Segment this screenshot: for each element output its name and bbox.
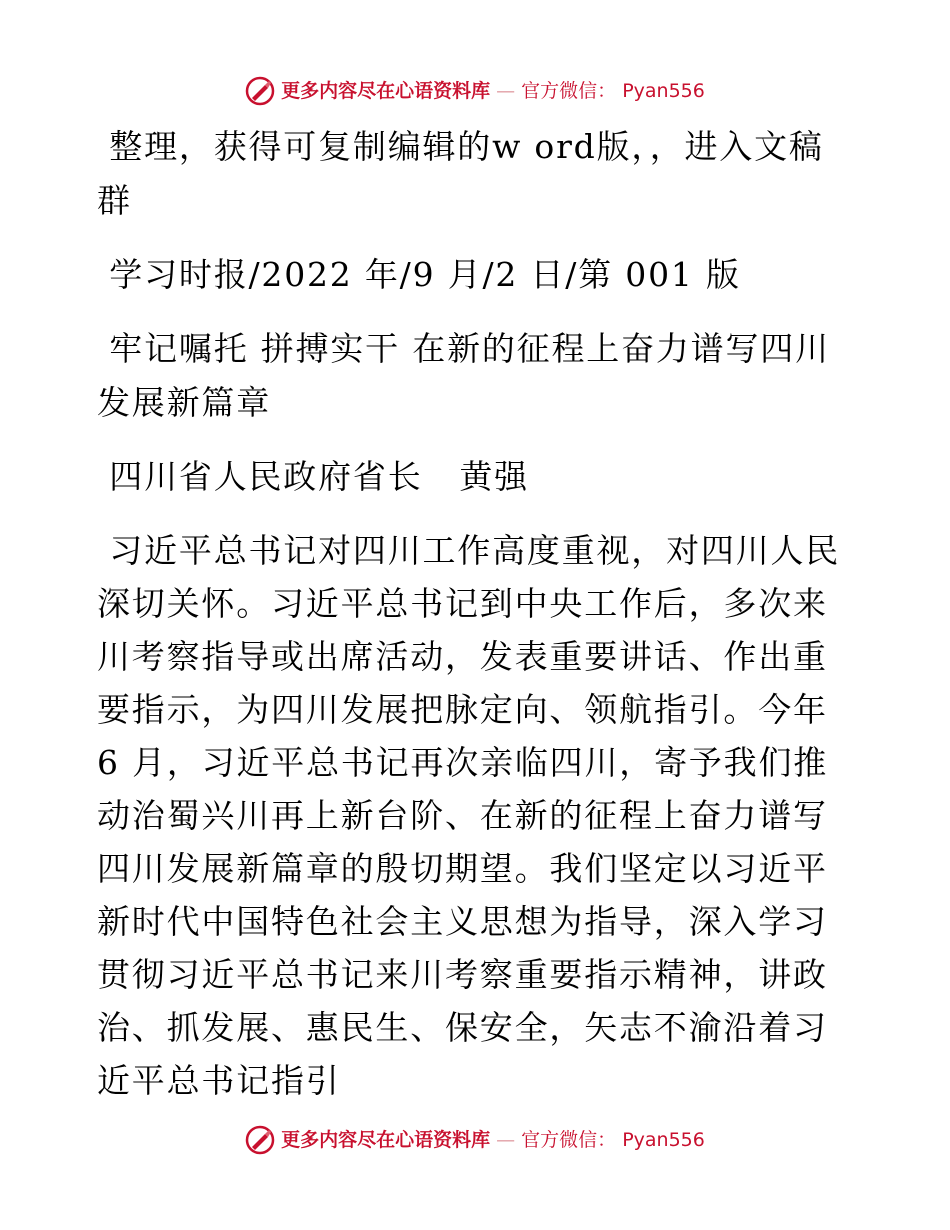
publication-line: 学习时报/2022 年/9 月/2 日/第 001 版 [97,255,741,294]
quill-logo-icon [245,1125,275,1155]
body-paragraph: 习近平总书记对四川工作高度重视，对四川人民深切关怀。习近平总书记到中央工作后，多次来川考察指导或出席活动，发表重要讲话、作出重要指示，为四川发展把脉定向、领航指引。今年 6 月，习近平总书记再次亲临四川，寄予我们推动治蜀兴川再上新台阶、在新的征程上奋力谱写四川发展新篇章的殷切期望。我们坚定以习近平新时代中国特色社会主义思想为指导，深入学习贯彻习近平总书记来川考察重要指示精神，讲政治、抓发展、惠民生、保安全，矢志不渝沿着习近平总书记指引 [97,531,841,1100]
article-title: 牢记嘱托 拼搏实干 在新的征程上奋力谱写四川发展新篇章 [97,329,830,422]
watermark-separator: — [496,80,516,102]
watermark-wechat-id: Pyan556 [622,1129,705,1151]
intro-line: 整理，获得可复制编辑的w ord版，，进入文稿群 [97,127,824,220]
footer-watermark [0,1125,950,1155]
watermark-wechat-id: Pyan556 [622,80,705,102]
watermark-official-label: 官方微信： [521,80,617,102]
document-body [97,120,857,1107]
watermark-main-text: 更多内容尽在心语资料库 [281,80,491,102]
watermark-main-text: 更多内容尽在心语资料库 [281,1129,491,1151]
header-watermark [0,76,950,106]
author-line: 四川省人民政府省长 黄强 [97,457,529,496]
watermark-official-label: 官方微信： [521,1129,617,1151]
quill-logo-icon [245,76,275,106]
watermark-separator: — [496,1129,516,1151]
